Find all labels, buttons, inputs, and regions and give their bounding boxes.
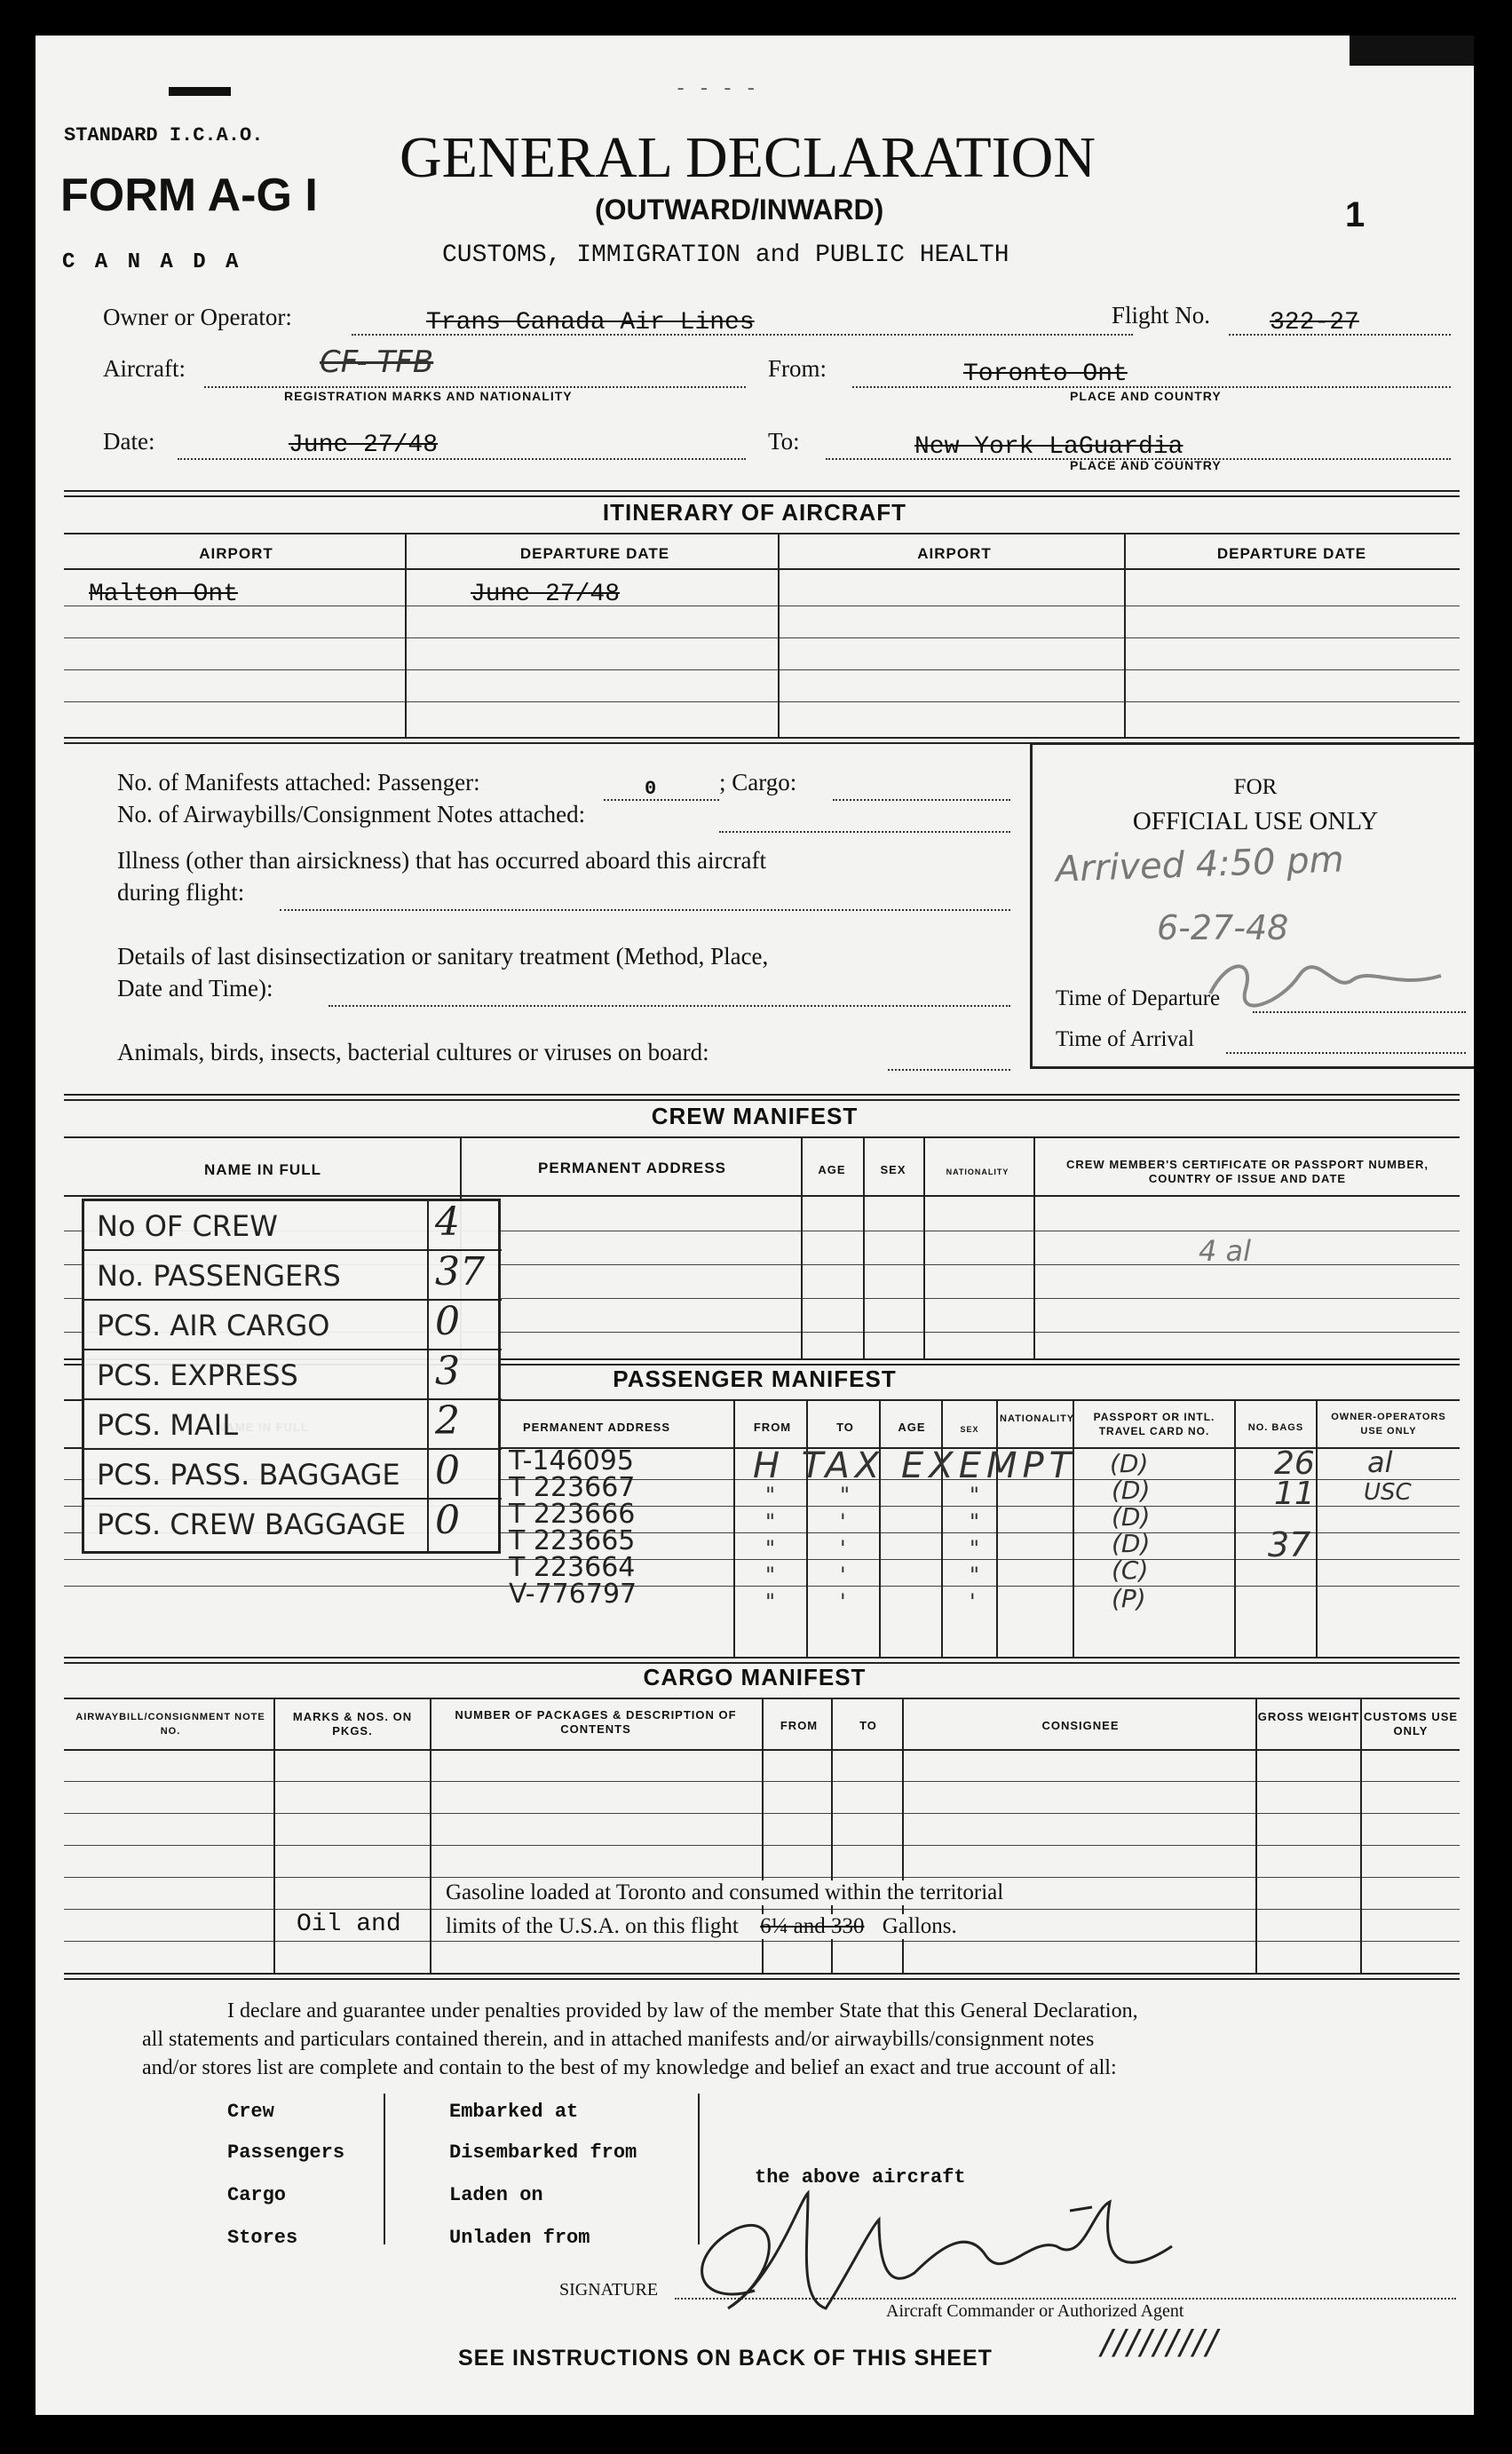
declaration-right-disembarked: Disembarked from xyxy=(449,2141,637,2164)
passenger-tax-note: H TAX EXEMPT xyxy=(753,1445,1077,1486)
official-use-title-2: OFFICIAL USE ONLY xyxy=(1132,807,1379,835)
stamp-value-express: 3 xyxy=(435,1349,460,1394)
signature-label: SIGNATURE xyxy=(559,2280,659,2300)
stamp-row-passengers: No. PASSENGERS xyxy=(84,1251,502,1301)
declaration-left-passengers: Passengers xyxy=(227,2141,345,2164)
instructions-footer: SEE INSTRUCTIONS ON BACK OF THIS SHEET xyxy=(458,2346,993,2371)
manifests-passenger-count: 0 xyxy=(645,778,657,800)
scan-top-mark xyxy=(169,87,231,96)
top-mark: - - - - xyxy=(675,78,757,100)
bags-value-2: 11 xyxy=(1274,1476,1315,1512)
stamp-value-air-cargo: 0 xyxy=(435,1299,460,1344)
cargo-col-from: FROM xyxy=(780,1719,819,1732)
itinerary-row1-date: June 27/48 xyxy=(471,581,621,608)
ditto-from-3: " xyxy=(765,1536,776,1561)
passenger-address-5: T 223664 xyxy=(509,1552,636,1583)
illness-label-1: Illness (other than airsickness) that has occurred aboard this aircraft xyxy=(117,847,766,874)
flight-no-value: 322-27 xyxy=(1270,309,1359,336)
tally-marks: ///////// xyxy=(1101,2323,1220,2362)
manifests-cargo-label: ; Cargo: xyxy=(719,769,797,796)
passenger-col-address: PERMANENT ADDRESS xyxy=(522,1421,671,1434)
itinerary-col-date-2: DEPARTURE DATE xyxy=(1216,545,1367,562)
ditto-to-5: ' xyxy=(840,1589,846,1614)
stamp-value-crew: 4 xyxy=(435,1199,460,1245)
itinerary-col-airport-1: AIRPORT xyxy=(199,545,273,562)
official-handwritten-date: 6-27-48 xyxy=(1157,908,1289,947)
declaration-right-laden: Laden on xyxy=(449,2184,543,2206)
crew-col-address: PERMANENT ADDRESS xyxy=(538,1160,726,1176)
aircraft-value: CF- TFB xyxy=(320,344,434,380)
passenger-title: PASSENGER MANIFEST xyxy=(613,1366,897,1392)
from-label: From: xyxy=(768,355,827,382)
ditto-to-2: ' xyxy=(840,1509,846,1534)
passenger-col-passport: PASSPORT OR INTL. TRAVEL CARD NO. xyxy=(1093,1411,1215,1437)
passenger-address-6: V-776797 xyxy=(509,1579,637,1610)
disinsect-label-1: Details of last disinsectization or sanitary treatment (Method, Place, xyxy=(117,943,769,970)
passport-code-1: (D) xyxy=(1110,1449,1149,1478)
owner-note-2: USC xyxy=(1364,1479,1412,1506)
declaration-left-crew: Crew xyxy=(227,2101,274,2123)
date-label: Date: xyxy=(103,428,155,455)
itinerary-row1-airport: Malton Ont xyxy=(89,581,239,608)
cargo-oil: Oil and xyxy=(293,1911,405,1938)
stamp-value-passengers: 37 xyxy=(435,1249,485,1294)
cargo-col-airwaybill: AIRWAYBILL/CONSIGNMENT NOTE NO. xyxy=(75,1712,265,1737)
passport-code-5: (C) xyxy=(1112,1556,1149,1585)
declaration-right-unladen: Unladen from xyxy=(449,2227,590,2249)
crew-note: 4 al xyxy=(1199,1234,1252,1268)
crew-col-age: AGE xyxy=(818,1163,846,1176)
itinerary-col-airport-2: AIRPORT xyxy=(917,545,992,562)
ditto-from-5: " xyxy=(765,1589,776,1614)
crew-col-sex: SEX xyxy=(880,1163,906,1176)
itinerary-col-date-1: DEPARTURE DATE xyxy=(519,545,670,562)
owner-note-1: al xyxy=(1367,1445,1393,1479)
ditto-sex-2: " xyxy=(970,1509,980,1534)
form-subtitle: (OUTWARD/INWARD) xyxy=(595,194,884,226)
passport-code-4: (D) xyxy=(1112,1529,1151,1558)
icao-standard: STANDARD I.C.A.O. xyxy=(64,124,264,146)
illness-label-2: during flight: xyxy=(117,879,245,906)
crew-col-certificate: CREW MEMBER'S CERTIFICATE OR PASSPORT NUMBER, COUNTRY OF ISSUE AND DATE xyxy=(1065,1158,1429,1185)
stamp-value-pass-baggage: 0 xyxy=(435,1448,460,1493)
tally-stamp-box xyxy=(82,1199,501,1554)
from-caption: PLACE AND COUNTRY xyxy=(1070,389,1222,403)
ditto-sex-5: ' xyxy=(970,1589,976,1614)
declaration-text-1: I declare and guarantee under penalties provided by law of the member State that this General Declaration, xyxy=(227,1999,1138,2023)
airwaybills-label: No. of Airwaybills/Consignment Notes attached: xyxy=(117,801,586,827)
passenger-address-3: T 223666 xyxy=(509,1499,636,1530)
declaration-right-embarked: Embarked at xyxy=(449,2101,579,2123)
passenger-col-from: FROM xyxy=(753,1421,792,1434)
stamp-value-crew-baggage: 0 xyxy=(435,1498,460,1543)
disinsect-label-2: Date and Time): xyxy=(117,975,273,1001)
stamp-row-crew: No OF CREW xyxy=(84,1201,502,1251)
cargo-gas-unit: Gallons. xyxy=(882,1914,957,1938)
aircraft-caption: REGISTRATION MARKS AND NATIONALITY xyxy=(284,389,573,403)
form-subhead: CUSTOMS, IMMIGRATION and PUBLIC HEALTH xyxy=(442,241,1009,269)
cargo-col-description: NUMBER OF PACKAGES & DESCRIPTION OF CONTENTS xyxy=(455,1708,737,1736)
cargo-gas-line-2a: limits of the U.S.A. on this flight xyxy=(446,1914,739,1938)
bags-total: 37 xyxy=(1268,1525,1311,1564)
crew-col-name: NAME IN FULL xyxy=(204,1161,321,1178)
official-initials-scribble xyxy=(1201,949,1450,1011)
signature-caption: Aircraft Commander or Authorized Agent xyxy=(886,2301,1184,2321)
crew-col-nationality: NATIONALITY xyxy=(946,1168,1009,1176)
cargo-gas-line-2 xyxy=(442,1914,961,1939)
passenger-address-2: T 223667 xyxy=(509,1472,636,1503)
page-number: 1 xyxy=(1345,195,1366,234)
passenger-address-4: T 223665 xyxy=(509,1525,636,1556)
stamp-row-mail: PCS. MAIL xyxy=(84,1400,502,1450)
ditto-sex-1: " xyxy=(970,1483,980,1508)
bags-value-1: 26 xyxy=(1274,1445,1315,1482)
date-value: June 27/48 xyxy=(289,431,439,459)
passenger-col-age: AGE xyxy=(898,1421,926,1434)
official-handwritten-arrival: Arrived 4:50 pm xyxy=(1055,839,1345,891)
owner-label: Owner or Operator: xyxy=(103,304,292,330)
passenger-col-bags: NO. BAGS xyxy=(1247,1422,1304,1433)
ditto-from-1: " xyxy=(765,1483,776,1508)
declaration-above-aircraft: the above aircraft xyxy=(755,2166,966,2189)
passport-code-3: (D) xyxy=(1112,1502,1151,1532)
stamp-row-express: PCS. EXPRESS xyxy=(84,1350,502,1400)
manifests-label: No. of Manifests attached: Passenger: xyxy=(117,769,480,796)
cargo-col-customs: CUSTOMS USE ONLY xyxy=(1363,1710,1459,1738)
animals-label: Animals, birds, insects, bacterial cultures or viruses on board: xyxy=(117,1039,709,1065)
country: C A N A D A xyxy=(62,250,242,274)
time-departure-label: Time of Departure xyxy=(1056,986,1221,1010)
passport-code-2: (D) xyxy=(1112,1476,1151,1505)
cargo-gas-line-1: Gasoline loaded at Toronto and consumed within the territorial xyxy=(442,1880,1007,1905)
ditto-sex-3: " xyxy=(970,1536,980,1561)
to-label: To: xyxy=(768,428,800,455)
declaration-left-stores: Stores xyxy=(227,2227,298,2249)
stamp-row-crew-baggage: PCS. CREW BAGGAGE xyxy=(97,1508,407,1541)
passport-code-6: (P) xyxy=(1112,1584,1146,1613)
passenger-col-owner: OWNER-OPERATORS USE ONLY xyxy=(1331,1412,1446,1437)
from-value: Toronto Ont xyxy=(963,360,1128,388)
ditto-to-3: ' xyxy=(840,1536,846,1561)
cargo-col-marks: MARKS & NOS. ON PKGS. xyxy=(292,1710,413,1738)
flight-no-label: Flight No. xyxy=(1112,302,1211,329)
cargo-col-to: TO xyxy=(859,1719,877,1732)
passenger-col-nationality: NATIONALITY xyxy=(1000,1413,1075,1424)
official-use-title-1: FOR xyxy=(1233,775,1278,799)
scan-edge-mark xyxy=(1350,36,1474,66)
stamp-row-pass-baggage: PCS. PASS. BAGGAGE xyxy=(84,1450,502,1500)
passenger-col-sex: SEX xyxy=(960,1425,979,1434)
to-value: New York LaGuardia xyxy=(914,433,1183,461)
cargo-title: CARGO MANIFEST xyxy=(643,1664,867,1690)
passenger-col-to: TO xyxy=(836,1421,854,1434)
passenger-address-1: T-146095 xyxy=(509,1445,634,1476)
ditto-to-1: " xyxy=(840,1483,851,1508)
cargo-col-weight: GROSS WEIGHT xyxy=(1257,1710,1360,1723)
owner-value: Trans Canada Air Lines xyxy=(426,309,755,336)
aircraft-label: Aircraft: xyxy=(103,355,186,382)
time-arrival-label: Time of Arrival xyxy=(1056,1027,1195,1051)
stamp-row-air-cargo: PCS. AIR CARGO xyxy=(84,1301,502,1350)
declaration-left-cargo: Cargo xyxy=(227,2184,287,2206)
form-title: GENERAL DECLARATION xyxy=(400,125,1096,190)
ditto-from-2: " xyxy=(765,1509,776,1534)
itinerary-title: ITINERARY OF AIRCRAFT xyxy=(602,499,907,526)
form-code: FORM A-G I xyxy=(60,170,318,221)
ditto-from-4: " xyxy=(765,1563,776,1587)
declaration-sheet xyxy=(36,36,1474,2415)
ditto-to-4: ' xyxy=(840,1563,846,1587)
official-use-box xyxy=(1030,742,1474,1069)
crew-title: CREW MANIFEST xyxy=(651,1103,859,1129)
cargo-col-consignee: CONSIGNEE xyxy=(1041,1719,1120,1732)
declaration-text-2: all statements and particulars contained therein, and in attached manifests and/or airwaybills/consignment notes xyxy=(142,2028,1095,2051)
ditto-sex-4: " xyxy=(970,1563,980,1587)
declaration-text-3: and/or stores list are complete and contain to the best of my knowledge and belief an exact and true account of all: xyxy=(142,2056,1117,2079)
stamp-value-mail: 2 xyxy=(435,1398,460,1444)
to-caption: PLACE AND COUNTRY xyxy=(1070,458,1222,472)
cargo-gas-amount: 6¼ and 330 xyxy=(760,1914,865,1938)
